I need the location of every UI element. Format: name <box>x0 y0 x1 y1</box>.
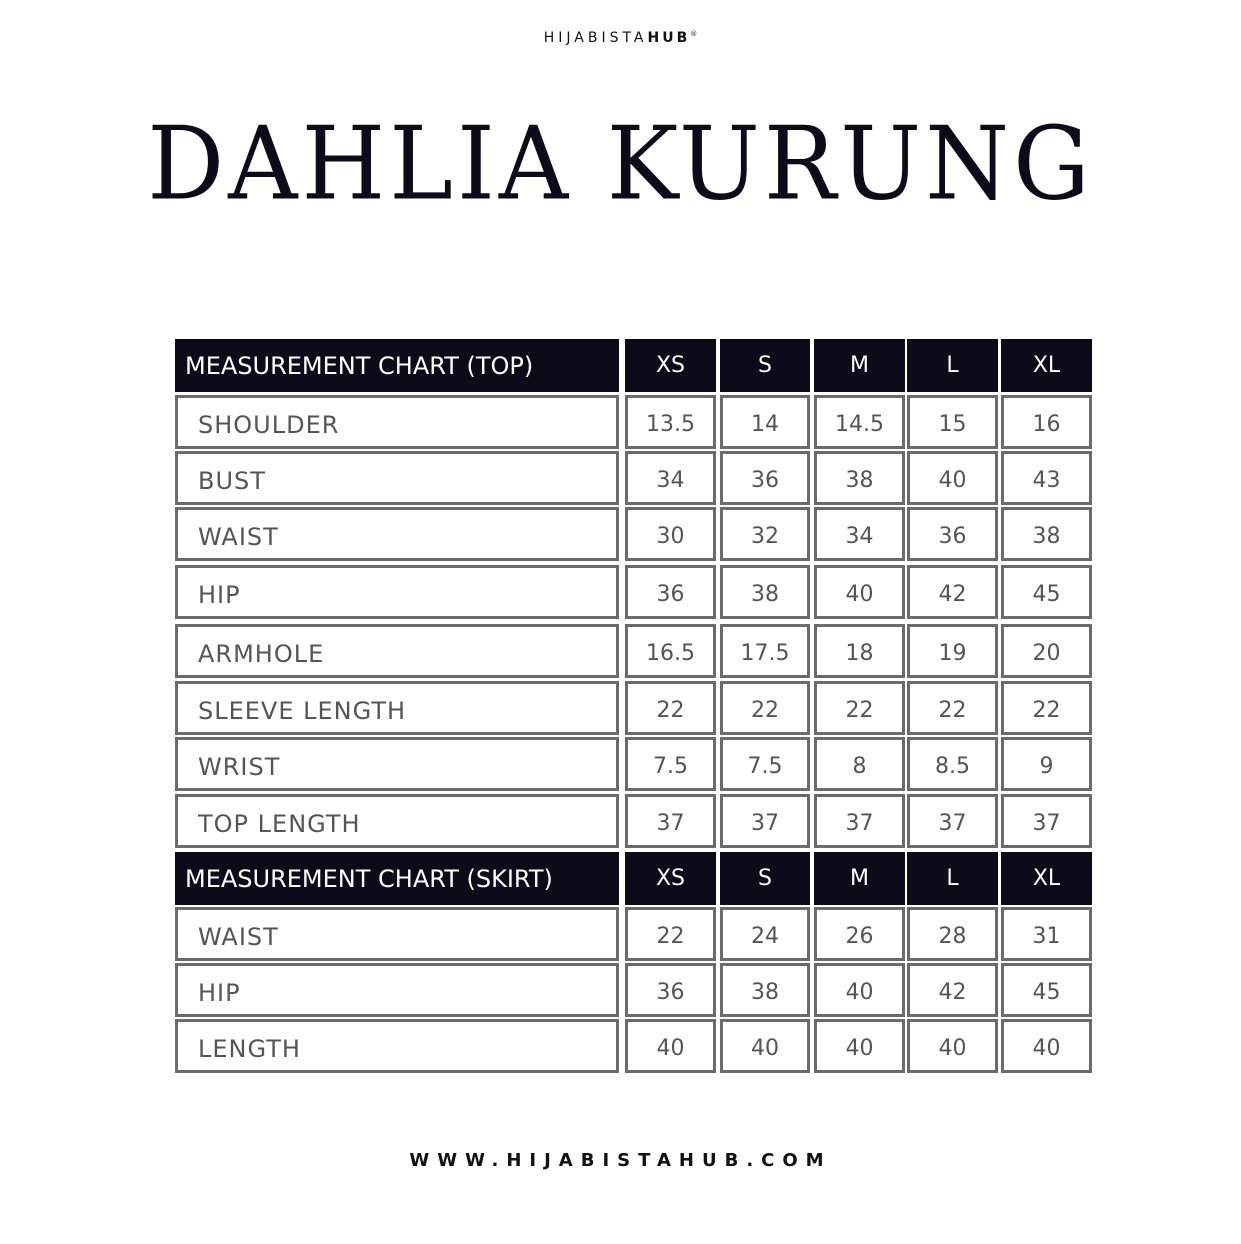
top-value-cell: 19 <box>907 624 998 678</box>
skirt-size-header-m: M <box>814 852 905 905</box>
top-value-cell: 9 <box>1001 737 1092 791</box>
top-row-label: BUST <box>175 451 619 505</box>
top-value-cell: 13.5 <box>625 395 716 449</box>
top-value-cell: 45 <box>1001 565 1092 619</box>
skirt-size-header-l: L <box>907 852 998 905</box>
skirt-value-cell: 40 <box>814 963 905 1017</box>
top-value-cell: 36 <box>907 507 998 561</box>
page-title: DAHLIA KURUNG <box>147 105 1094 223</box>
top-value-cell: 8.5 <box>907 737 998 791</box>
top-value-cell: 22 <box>1001 681 1092 735</box>
skirt-value-cell: 26 <box>814 907 905 961</box>
top-value-cell: 40 <box>814 565 905 619</box>
skirt-value-cell: 40 <box>1001 1019 1092 1073</box>
top-value-cell: 30 <box>625 507 716 561</box>
top-value-cell: 38 <box>1001 507 1092 561</box>
top-value-cell: 22 <box>720 681 810 735</box>
top-value-cell: 36 <box>625 565 716 619</box>
top-row-label: SLEEVE LENGTH <box>175 681 619 735</box>
top-value-cell: 36 <box>720 451 810 505</box>
top-value-cell: 18 <box>814 624 905 678</box>
top-row-label: TOP LENGTH <box>175 794 619 848</box>
top-value-cell: 38 <box>720 565 810 619</box>
top-value-cell: 38 <box>814 451 905 505</box>
skirt-value-cell: 40 <box>625 1019 716 1073</box>
top-value-cell: 43 <box>1001 451 1092 505</box>
skirt-value-cell: 31 <box>1001 907 1092 961</box>
top-header-label: MEASUREMENT CHART (TOP) <box>175 339 619 392</box>
skirt-value-cell: 45 <box>1001 963 1092 1017</box>
skirt-value-cell: 22 <box>625 907 716 961</box>
skirt-value-cell: 40 <box>720 1019 810 1073</box>
skirt-row-label: LENGTH <box>175 1019 619 1073</box>
top-size-header-l: L <box>907 339 998 392</box>
top-value-cell: 32 <box>720 507 810 561</box>
skirt-value-cell: 38 <box>720 963 810 1017</box>
top-value-cell: 37 <box>814 794 905 848</box>
skirt-value-cell: 40 <box>814 1019 905 1073</box>
top-value-cell: 20 <box>1001 624 1092 678</box>
top-value-cell: 14.5 <box>814 395 905 449</box>
top-row-label: WAIST <box>175 507 619 561</box>
top-value-cell: 7.5 <box>625 737 716 791</box>
top-value-cell: 15 <box>907 395 998 449</box>
brand-name-part2: HUB <box>647 30 691 46</box>
top-size-header-s: S <box>720 339 810 392</box>
skirt-value-cell: 36 <box>625 963 716 1017</box>
top-size-header-m: M <box>814 339 905 392</box>
top-value-cell: 16 <box>1001 395 1092 449</box>
top-value-cell: 17.5 <box>720 624 810 678</box>
brand-logo <box>0 30 1241 46</box>
skirt-value-cell: 42 <box>907 963 998 1017</box>
top-value-cell: 34 <box>625 451 716 505</box>
top-value-cell: 8 <box>814 737 905 791</box>
top-value-cell: 34 <box>814 507 905 561</box>
top-value-cell: 37 <box>1001 794 1092 848</box>
top-row-label: WRIST <box>175 737 619 791</box>
skirt-size-header-xs: XS <box>625 852 716 905</box>
skirt-value-cell: 40 <box>907 1019 998 1073</box>
brand-name-part1: HIJABISTA <box>543 30 648 46</box>
top-row-label: ARMHOLE <box>175 624 619 678</box>
top-value-cell: 42 <box>907 565 998 619</box>
skirt-row-label: WAIST <box>175 907 619 961</box>
top-value-cell: 7.5 <box>720 737 810 791</box>
top-value-cell: 22 <box>907 681 998 735</box>
top-value-cell: 37 <box>907 794 998 848</box>
top-size-header-xs: XS <box>625 339 716 392</box>
top-value-cell: 37 <box>720 794 810 848</box>
top-value-cell: 22 <box>814 681 905 735</box>
skirt-value-cell: 28 <box>907 907 998 961</box>
skirt-size-header-xl: XL <box>1001 852 1092 905</box>
website-url: WWW.HIJABISTAHUB.COM <box>409 1150 832 1171</box>
top-size-header-xl: XL <box>1001 339 1092 392</box>
skirt-size-header-s: S <box>720 852 810 905</box>
skirt-value-cell: 24 <box>720 907 810 961</box>
top-value-cell: 22 <box>625 681 716 735</box>
top-value-cell: 14 <box>720 395 810 449</box>
registered-mark: ® <box>690 30 698 38</box>
top-value-cell: 37 <box>625 794 716 848</box>
top-row-label: HIP <box>175 565 619 619</box>
skirt-header-label: MEASUREMENT CHART (SKIRT) <box>175 852 619 905</box>
top-value-cell: 40 <box>907 451 998 505</box>
top-row-label: SHOULDER <box>175 395 619 449</box>
top-value-cell: 16.5 <box>625 624 716 678</box>
skirt-row-label: HIP <box>175 963 619 1017</box>
